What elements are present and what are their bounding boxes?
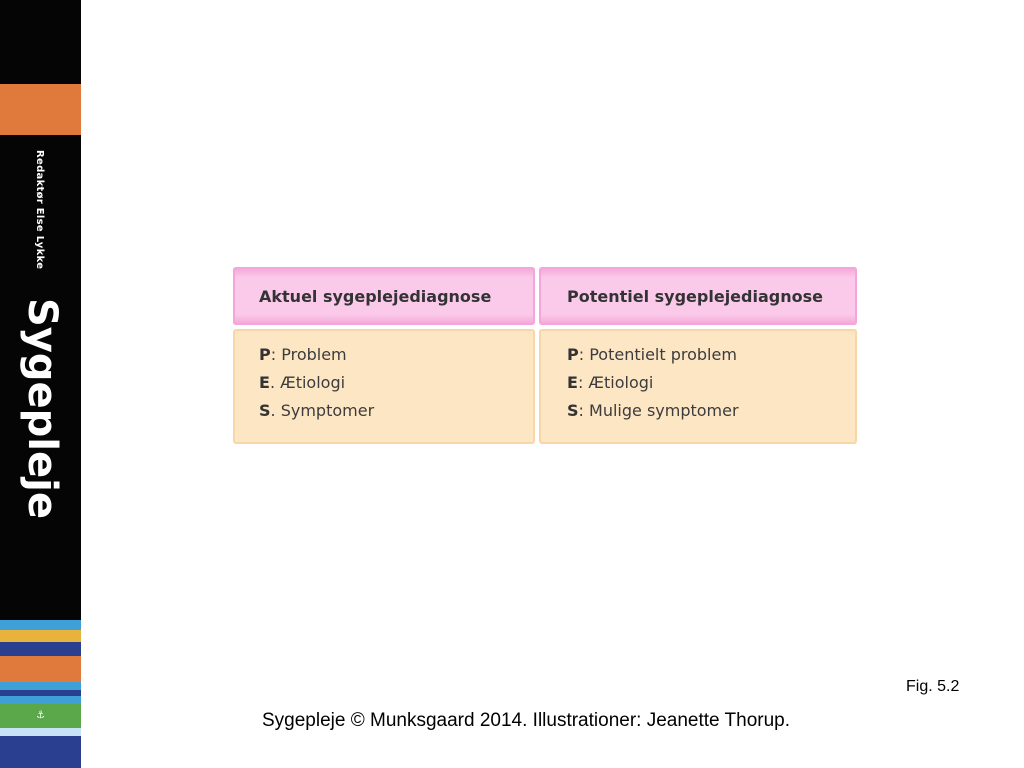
pes-sep: : <box>578 345 590 364</box>
nursing-diagnosis-diagram <box>233 267 857 444</box>
pes-key: S <box>259 401 271 420</box>
pes-key: P <box>567 345 579 364</box>
pes-sep: : <box>270 345 282 364</box>
pes-row <box>567 402 857 430</box>
pes-text: Problem <box>281 345 347 364</box>
spine-stripe <box>0 620 81 630</box>
pes-row <box>259 374 535 402</box>
figure-label: Fig. 5.2 <box>906 678 960 695</box>
potential-diagnosis-header: Potentiel sygeplejediagnose <box>539 267 857 325</box>
pes-sep: : <box>577 373 589 392</box>
pes-row <box>259 402 535 430</box>
pes-sep: . <box>270 401 281 420</box>
pes-key: S <box>567 401 579 420</box>
spine-stripe <box>0 682 81 690</box>
pes-sep: . <box>269 373 281 392</box>
pes-text: Mulige symptomer <box>589 401 739 420</box>
spine-stripe <box>0 696 81 704</box>
pes-row <box>259 346 535 374</box>
pes-text: Symptomer <box>280 401 375 420</box>
spine-title: Sygepleje <box>19 298 65 519</box>
copyright-credit: Sygepleje © Munksgaard 2014. Illustrationer: Jeanette Thorup. <box>262 710 791 731</box>
actual-diagnosis-header: Aktuel sygeplejediagnose <box>233 267 535 325</box>
pes-text: Ætiologi <box>588 373 654 392</box>
spine-top-block <box>0 0 81 84</box>
actual-diagnosis-body <box>233 329 535 444</box>
pes-key: P <box>259 345 271 364</box>
spine-stripe <box>0 642 81 656</box>
publisher-logo-icon: ⚓ <box>36 710 45 721</box>
spine-orange-band <box>0 84 81 135</box>
spine-editor-text: Redaktør Else Lykke <box>34 150 45 270</box>
pes-key: E <box>259 373 270 392</box>
pes-key: E <box>567 373 578 392</box>
pes-row <box>567 374 857 402</box>
pes-sep: : <box>578 401 590 420</box>
pes-text: Potentielt problem <box>589 345 737 364</box>
spine-stripe <box>0 736 81 768</box>
potential-diagnosis-column <box>539 267 857 444</box>
spine-stripe <box>0 656 81 682</box>
actual-diagnosis-column <box>233 267 535 444</box>
spine-stripe <box>0 728 81 736</box>
spine-stripe <box>0 630 81 642</box>
book-spine-sidebar <box>0 0 81 768</box>
pes-text: Ætiologi <box>280 373 346 392</box>
pes-row <box>567 346 857 374</box>
potential-diagnosis-body <box>539 329 857 444</box>
